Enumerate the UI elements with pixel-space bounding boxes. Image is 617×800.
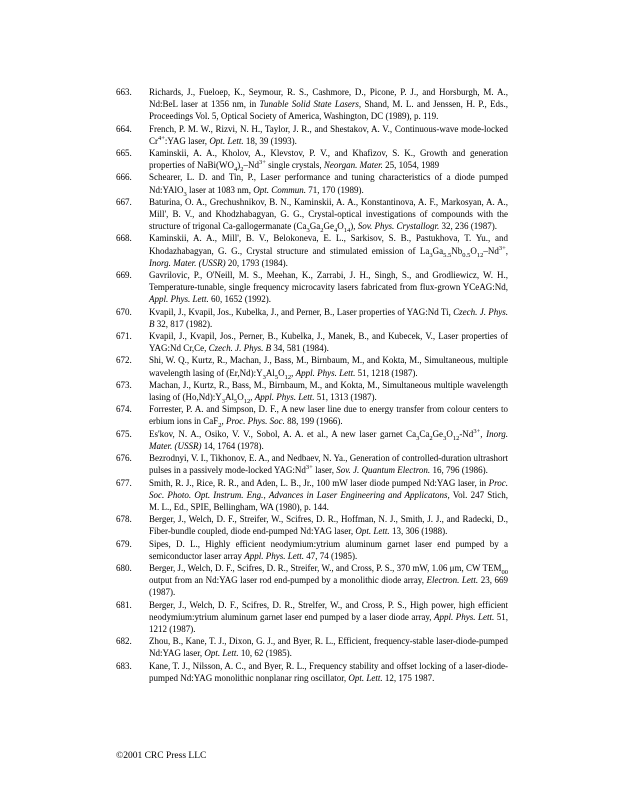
reference-number: 673. <box>116 379 132 390</box>
reference-item <box>116 123 508 147</box>
reference-number: 681. <box>116 599 132 610</box>
reference-item <box>116 513 508 537</box>
reference-number: 675. <box>116 428 132 439</box>
reference-item <box>116 354 508 381</box>
reference-number: 666. <box>116 172 132 183</box>
reference-text: Zhou, B., Kane, T. J., Dixon, G. J., and Byer, R. L., Efficient, frequency-stable laser-diode-pumped Nd:YAG laser, Opt. Lett. 10, 62 (1985). <box>149 636 508 659</box>
reference-item <box>116 232 508 269</box>
reference-number: 664. <box>116 123 132 134</box>
reference-number: 668. <box>116 233 132 244</box>
reference-number: 679. <box>116 538 132 549</box>
reference-text: Shi, W. Q., Kurtz, R., Machan, J., Bass, M., Birnbaum, M., and Kokta, M., Simultaneous, multiple wavelength lasing of $(Er,Nd):Y_3Al_5O_{12}$, Appl. Phys. Lett. 51, 1218 (1987). <box>149 355 508 381</box>
reference-list <box>116 86 508 684</box>
reference-number: 678. <box>116 514 132 525</box>
reference-text: Baturina, O. A., Grechushnikov, B. N., Kaminskii, A. A., Konstantinova, A. F., Markosyan, A. A., Mill', B. V., and Khodzhabagyan, G. G., Crystal-optical investigations of compounds with the structure of trigonal Ca-gallogermanate $(Ca_3Ga_2Ge_4O_{14})$, Sov. Phys. Crystallogr. 32, 236 (1987). <box>149 196 508 235</box>
reference-item <box>116 171 508 198</box>
reference-text: Forrester, P. A. and Simpson, D. F., A new laser line due to energy transfer from colour centers to erbium ions in CaF$_2$, Proc. Phys. Soc. 88, 199 (1966). <box>149 404 508 430</box>
reference-number: 676. <box>116 453 132 464</box>
reference-number: 682. <box>116 636 132 647</box>
reference-number: 670. <box>116 306 132 317</box>
reference-text: Bezrodnyi, V. I., Tikhonov, E. A., and Nedbaev, N. Ya., Generation of controlled-duration ultrashort pulses in a passively mode-locked $YAG:Nd^{3+}$ laser, Sov. J. Quantum Electron. 16, 796 (1986). <box>149 453 508 476</box>
reference-item <box>116 86 508 123</box>
reference-item <box>116 306 508 330</box>
reference-text: Berger, J., Welch, D. F., Streifer, W., Scifres, D. R., Hoffman, N. J., Smith, J. J., and Radecki, D., Fiber-bundle coupled, diode end-pumped Nd:YAG laser, Opt. Lett. 13, 306 (1988). <box>149 514 508 537</box>
reference-item <box>116 330 508 354</box>
reference-text: Kane, T. J., Nilsson, A. C., and Byer, R. L., Frequency stability and offset locking of a laser-diode-pumped Nd:YAG monolithic nonplanar ring oscillator, Opt. Lett. 12, 175 1987. <box>149 660 508 683</box>
reference-item <box>116 269 508 306</box>
reference-item <box>116 428 508 452</box>
reference-item <box>116 635 508 659</box>
reference-text: Berger, J., Welch, D. F., Scifres, D. R., Streifer, W., and Cross, P. S., 370 mW, 1.06 μm, CW $TEM_{00}$ output from an Nd:YAG laser rod end-pumped by a monolithic diode array, Electron. Lett. 23, 669 (1987). <box>149 562 508 598</box>
reference-text: Berger, J., Welch, D. F., Scifres, D. R., Strelfer, W., and Cross, P. S., High power, high efficient neodymium:ytrium aluminum garnet laser end pumped by a laser diode array, Appl. Phys. Lett. 51, 1212 (1987). <box>149 599 508 634</box>
reference-item <box>116 477 508 514</box>
reference-text: Schearer, L. D. and Tin, P., Laser performance and tuning characteristics of a diode pumped Nd:YAlO$_3$ laser at 1083 nm, Opt. Commun. 71, 170 (1989). <box>149 172 508 198</box>
reference-item <box>116 562 508 599</box>
reference-number: 671. <box>116 331 132 342</box>
reference-text: French, P. M. W., Rizvi, N. H., Taylor, J. R., and Shestakov, A. V., Continuous-wave mode-locked $Cr^{4+}:YAG$ laser, Opt. Lett. 18, 39 (1993). <box>149 123 508 146</box>
reference-number: 669. <box>116 270 132 281</box>
reference-text: Kvapil, J., Kvapil, Jos., Kubelka, J., and Perner, B., Laser properties of YAG:Nd Ti, Czech. J. Phys. B 32, 817 (1982). <box>149 306 508 329</box>
reference-item <box>116 452 508 476</box>
reference-number: 667. <box>116 196 132 207</box>
reference-item <box>116 379 508 403</box>
reference-text: Gavrilovic, P., O'Neill, M. S., Meehan, K., Zarrabi, J. H., Singh, S., and Grodliewicz, W. H., Temperature-tunable, single frequency microcavity lasers fabricated from flux-grown YCeAG:Nd, Appl. Phys. Lett. 60, 1652 (1992). <box>149 270 508 305</box>
reference-text: Es'kov, N. A., Osiko, V. V., Sobol, A. A. et al., A new laser garnet $Ca_3Ca_2Ge_3O_{12}-Nd^{3+}$, Inorg. Mater. (USSR) 14, 1764 (1978). <box>149 427 509 451</box>
reference-text: Kaminskii, A. A., Mill', B. V., Belokoneva, E. L., Sarkisov, S. B., Pastukhova, T. Yu., and Khodazhabagyan, G. G., Crystal structure and stimulated emission of $La_3Ga_{5.5}Nb_{0.5}O_{12}-Nd^{3+}$, Inorg. Mater. (USSR) 20, 1793 (1984). <box>149 233 508 268</box>
reference-item <box>116 538 508 562</box>
reference-text: Richards, J., Fueloep, K., Seymour, R. S., Cashmore, D., Picone, P. J., and Horsburgh, M. A., Nd:BeL laser at 1356 nm, in Tunable Solid State Lasers, Shand, M. L. and Jenssen, H. P., Eds., Proceedings Vol. 5, Optical Society of America, Washington, DC (1989), p. 119. <box>149 87 508 122</box>
reference-item <box>116 196 508 233</box>
reference-number: 663. <box>116 87 132 97</box>
reference-text: Sipes, D. L., Highly efficient neodymium:ytrium aluminum garnet laser end pumped by a semiconductor laser array Appl. Phys. Lett. 47, 74 (1985). <box>149 538 508 561</box>
reference-number: 674. <box>116 404 132 415</box>
reference-item <box>116 147 508 174</box>
reference-number: 665. <box>116 148 132 159</box>
reference-number: 683. <box>116 660 132 671</box>
copyright-footer: ©2001 CRC Press LLC <box>116 751 207 761</box>
reference-text: Kaminskii, A. A., Kholov, A., Klevstov, P. V., and Khafizov, S. K., Growth and generation properties of $NaBi(WO_4)_2-Nd^{3+}$ single crystals, Neorgan. Mater. 25, 1054, 1989 <box>149 148 508 174</box>
reference-number: 680. <box>116 562 132 573</box>
reference-number: 672. <box>116 355 132 366</box>
reference-text: Kvapil, J., Kvapil, Jos., Perner, B., Kubelka, J., Manek, B., and Kubecek, V., Laser properties of YAG:Nd Cr,Ce, Czech. J. Phys. B 34, 581 (1984). <box>149 331 508 354</box>
reference-text: Smith, R. J., Rice, R. R., and Aden, L. B., Jr., 100 mW laser diode pumped Nd:YAG laser, in Proc. Soc. Photo. Opt. Instrum. Eng., Advances in Laser Engineering and Applicatons, Vol. 247 Stich, M. L., Ed., SPIE, Bellingham, WA (1980), p. 144. <box>149 477 508 512</box>
reference-text: Machan, J., Kurtz, R., Bass, M., Birnbaum, M., and Kokta, M., Simultaneous multiple wavelength lasing of $(Ho,Nd):Y_3Al_5O_{12}$, Appl. Phys. Lett. 51, 1313 (1987). <box>149 379 508 405</box>
reference-item <box>116 660 508 684</box>
reference-item <box>116 403 508 430</box>
reference-number: 677. <box>116 477 132 488</box>
reference-item <box>116 599 508 636</box>
